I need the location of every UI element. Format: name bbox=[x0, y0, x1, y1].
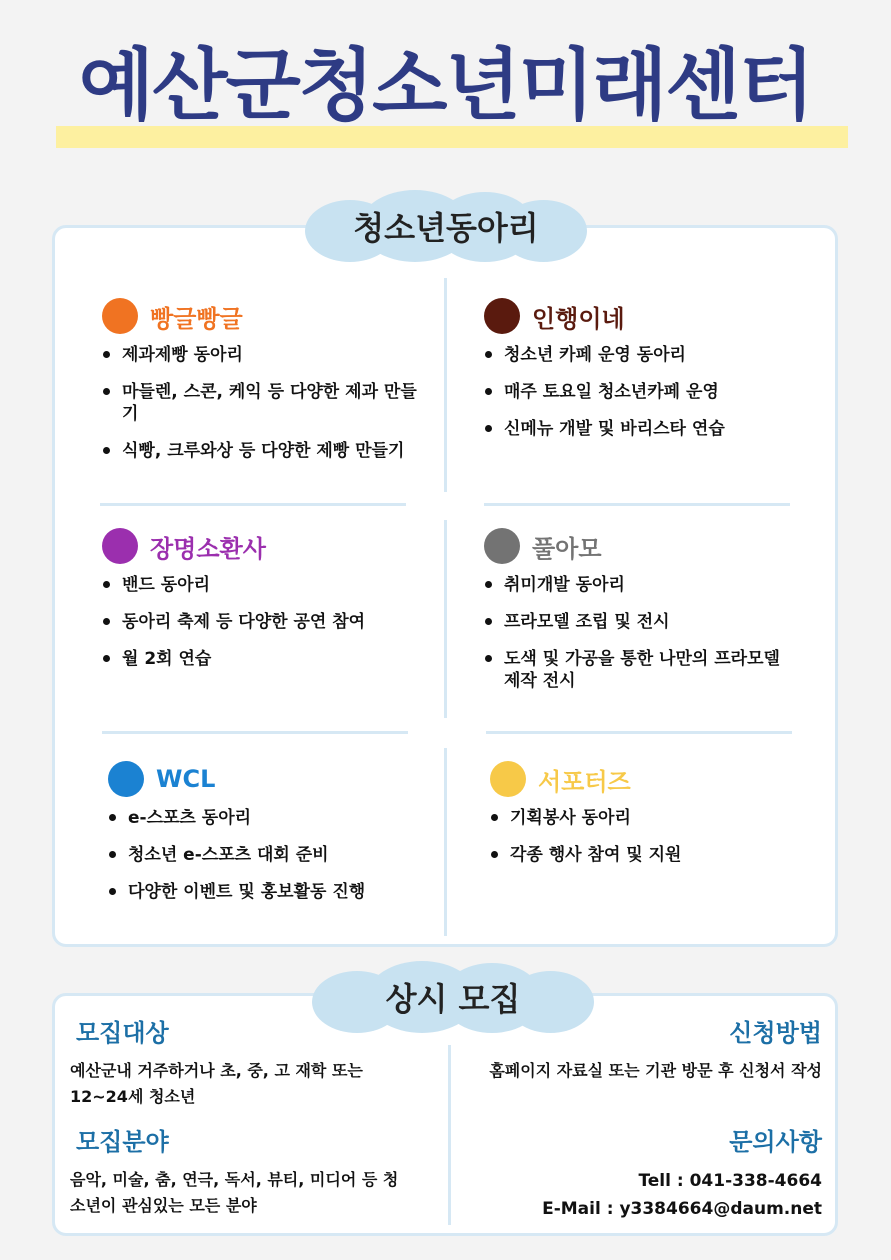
club-name: WCL bbox=[156, 765, 216, 793]
list-item: 월 2회 연습 bbox=[102, 648, 432, 670]
club-color-dot bbox=[484, 528, 520, 564]
divider bbox=[444, 520, 447, 718]
recruit-contact bbox=[470, 1122, 822, 1223]
list-item: 매주 토요일 청소년카페 운영 bbox=[484, 381, 814, 403]
list-item: 기획봉사 동아리 bbox=[490, 807, 810, 829]
section-title: 신청방법 bbox=[729, 1019, 822, 1047]
section-text: 홈페이지 자료실 또는 기관 방문 후 신청서 작성 bbox=[489, 1061, 822, 1080]
list-item: 동아리 축제 등 다양한 공연 참여 bbox=[102, 611, 432, 633]
club-pulamo bbox=[484, 526, 784, 707]
list-item: 제과제빵 동아리 bbox=[102, 344, 432, 366]
recruit-target bbox=[70, 1013, 410, 1110]
divider bbox=[444, 748, 447, 936]
club-color-dot bbox=[490, 761, 526, 797]
club-color-dot bbox=[484, 298, 520, 334]
divider bbox=[102, 731, 408, 734]
club-bbanggeul bbox=[102, 296, 432, 477]
club-name: 장명소환사 bbox=[150, 534, 266, 563]
contact-phone: Tell : 041-338-4664 bbox=[638, 1171, 822, 1191]
list-item: 식빵, 크루와상 등 다양한 제빵 만들기 bbox=[102, 440, 432, 462]
list-item: 프라모델 조립 및 전시 bbox=[484, 611, 784, 633]
club-name: 인행이네 bbox=[532, 304, 625, 333]
recruit-heading: 상시 모집 bbox=[385, 980, 521, 1018]
contact-email: E-Mail : y3384664@daum.net bbox=[542, 1199, 822, 1219]
club-wcl bbox=[108, 759, 438, 918]
section-text: 음악, 미술, 춤, 연극, 독서, 뷰티, 미디어 등 청소년이 관심있는 모든 분야 bbox=[70, 1170, 399, 1215]
section-title: 모집대상 bbox=[76, 1019, 169, 1047]
list-item: 밴드 동아리 bbox=[102, 574, 432, 596]
list-item: 마들렌, 스콘, 케익 등 다양한 제과 만들기 bbox=[102, 381, 432, 425]
divider bbox=[484, 503, 790, 506]
clubs-heading-cloud bbox=[305, 190, 587, 262]
divider bbox=[100, 503, 406, 506]
club-name: 빵글빵글 bbox=[150, 304, 243, 333]
divider bbox=[444, 278, 447, 492]
club-name: 풀아모 bbox=[532, 534, 602, 563]
list-item: 청소년 카페 운영 동아리 bbox=[484, 344, 814, 366]
list-item: 다양한 이벤트 및 홍보활동 진행 bbox=[108, 881, 438, 903]
club-color-dot bbox=[102, 298, 138, 334]
list-item: 도색 및 가공을 통한 나만의 프라모델 제작 전시 bbox=[484, 648, 784, 692]
list-item: 취미개발 동아리 bbox=[484, 574, 784, 596]
list-item: 청소년 e-스포츠 대회 준비 bbox=[108, 844, 438, 866]
club-color-dot bbox=[102, 528, 138, 564]
divider bbox=[486, 731, 792, 734]
club-supporters bbox=[490, 759, 810, 881]
divider bbox=[448, 1045, 451, 1225]
recruit-apply bbox=[470, 1013, 822, 1084]
list-item: 각종 행사 참여 및 지원 bbox=[490, 844, 810, 866]
club-name: 서포터즈 bbox=[538, 767, 631, 796]
list-item: e-스포츠 동아리 bbox=[108, 807, 438, 829]
club-jangmyeong bbox=[102, 526, 432, 685]
header bbox=[0, 28, 891, 158]
section-text: 예산군내 거주하거나 초, 중, 고 재학 또는 12~24세 청소년 bbox=[70, 1061, 363, 1106]
section-title: 문의사항 bbox=[729, 1128, 822, 1156]
club-color-dot bbox=[108, 761, 144, 797]
page-title: 예산군청소년미래센터 bbox=[78, 41, 813, 131]
section-title: 모집분야 bbox=[76, 1128, 169, 1156]
recruit-field bbox=[70, 1122, 410, 1219]
club-inhaengine bbox=[484, 296, 814, 455]
list-item: 신메뉴 개발 및 바리스타 연습 bbox=[484, 418, 814, 440]
clubs-heading: 청소년동아리 bbox=[353, 209, 539, 247]
